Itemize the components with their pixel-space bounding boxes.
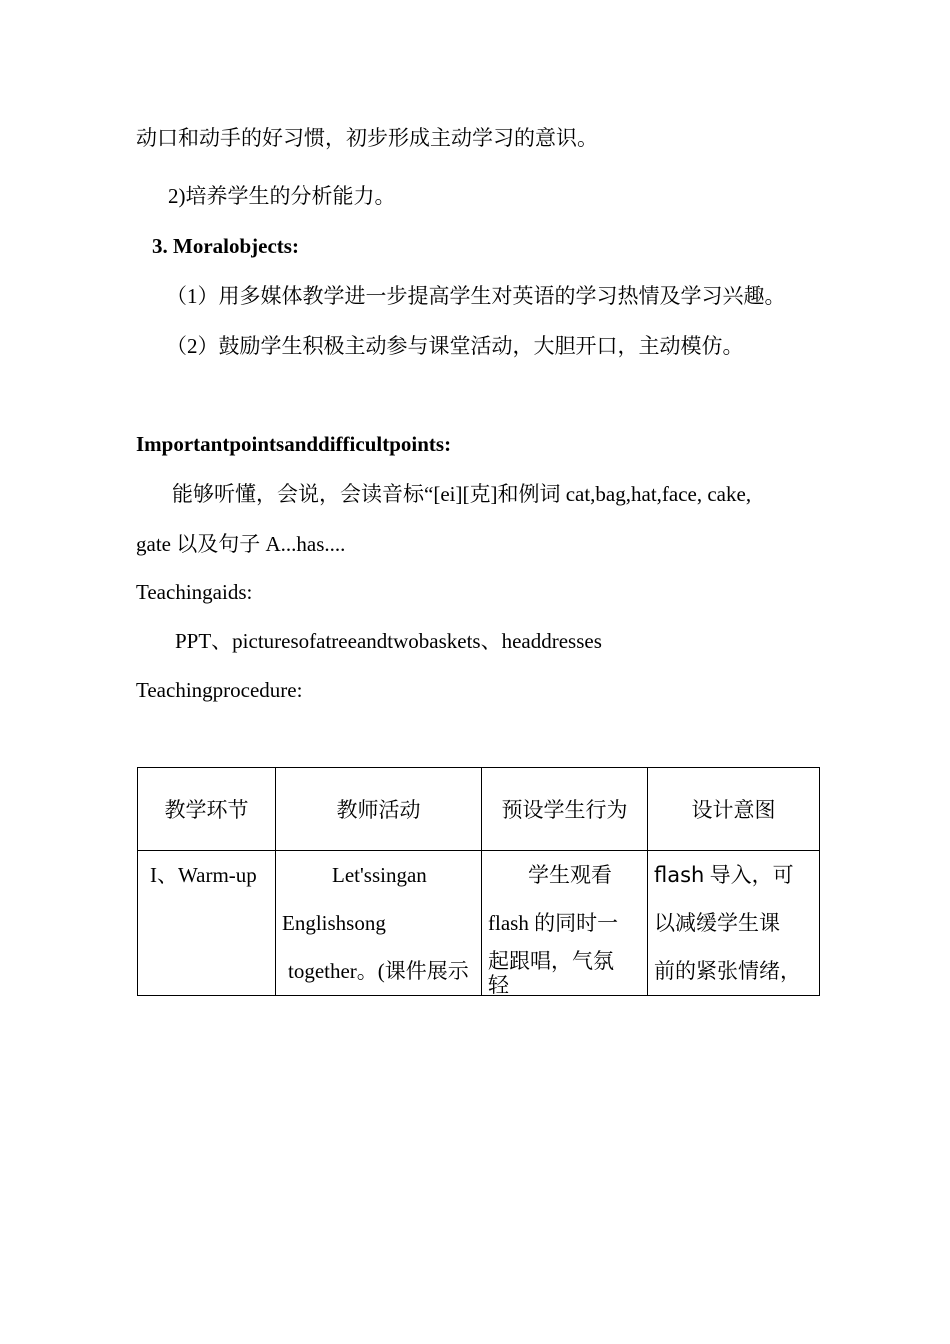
table-header-cell: 教师活动 (276, 768, 482, 851)
procedure-table (137, 767, 820, 996)
paragraph-line: PPT、picturesofatreeandtwobaskets、headdresses (175, 629, 602, 653)
paragraph-line: 能够听懂，会说，会读音标“[ei][克]和例词 cat,bag,hat,face, cake, (172, 482, 752, 506)
section-heading: Teachingaids: (136, 580, 253, 604)
section-heading: Teachingprocedure: (136, 678, 303, 702)
table-row (138, 851, 820, 996)
cell-text: 起跟唱，气氛 (488, 949, 614, 973)
paragraph-line: （1）用多媒体教学进一步提高学生对英语的学习热情及学习兴趣。 (166, 284, 786, 308)
cell-text-flash: flash (654, 863, 705, 887)
cell-text: 以减缓学生课 (654, 911, 780, 935)
paragraph-line: 2)培养学生的分析能力。 (168, 184, 396, 208)
cell-text: I、Warm-up (150, 863, 257, 887)
cell-text: 前的紧张情绪， (654, 959, 801, 983)
paragraph-line: （2）鼓励学生积极主动参与课堂活动，大胆开口，主动模仿。 (166, 334, 744, 358)
cell-text: 学生观看 (528, 863, 612, 887)
table-header-cell: 设计意图 (648, 768, 820, 851)
table-cell-stage (138, 851, 276, 996)
cell-text: together。(课件展示 (288, 959, 469, 983)
table-cell-intent (648, 851, 820, 996)
section-heading: 3. Moralobjects: (152, 234, 299, 258)
section-heading: Importantpointsanddifficultpoints: (136, 432, 452, 456)
table-header-cell: 教学环节 (138, 768, 276, 851)
cell-text: 导入，可 (704, 863, 794, 887)
cell-text: 轻 (488, 973, 509, 996)
cell-text: Englishsong (282, 911, 386, 935)
table-cell-student (482, 851, 648, 996)
table-header-row (138, 768, 820, 851)
table-cell-teacher (276, 851, 482, 996)
cell-text: flash 的同时一 (488, 911, 619, 935)
table-header-cell: 预设学生行为 (482, 768, 648, 851)
cell-text (654, 861, 794, 889)
paragraph-line: 动口和动手的好习惯，初步形成主动学习的意识。 (136, 126, 598, 150)
paragraph-line: gate 以及句子 A...has.... (136, 532, 346, 556)
cell-text: Let'ssingan (332, 863, 427, 887)
